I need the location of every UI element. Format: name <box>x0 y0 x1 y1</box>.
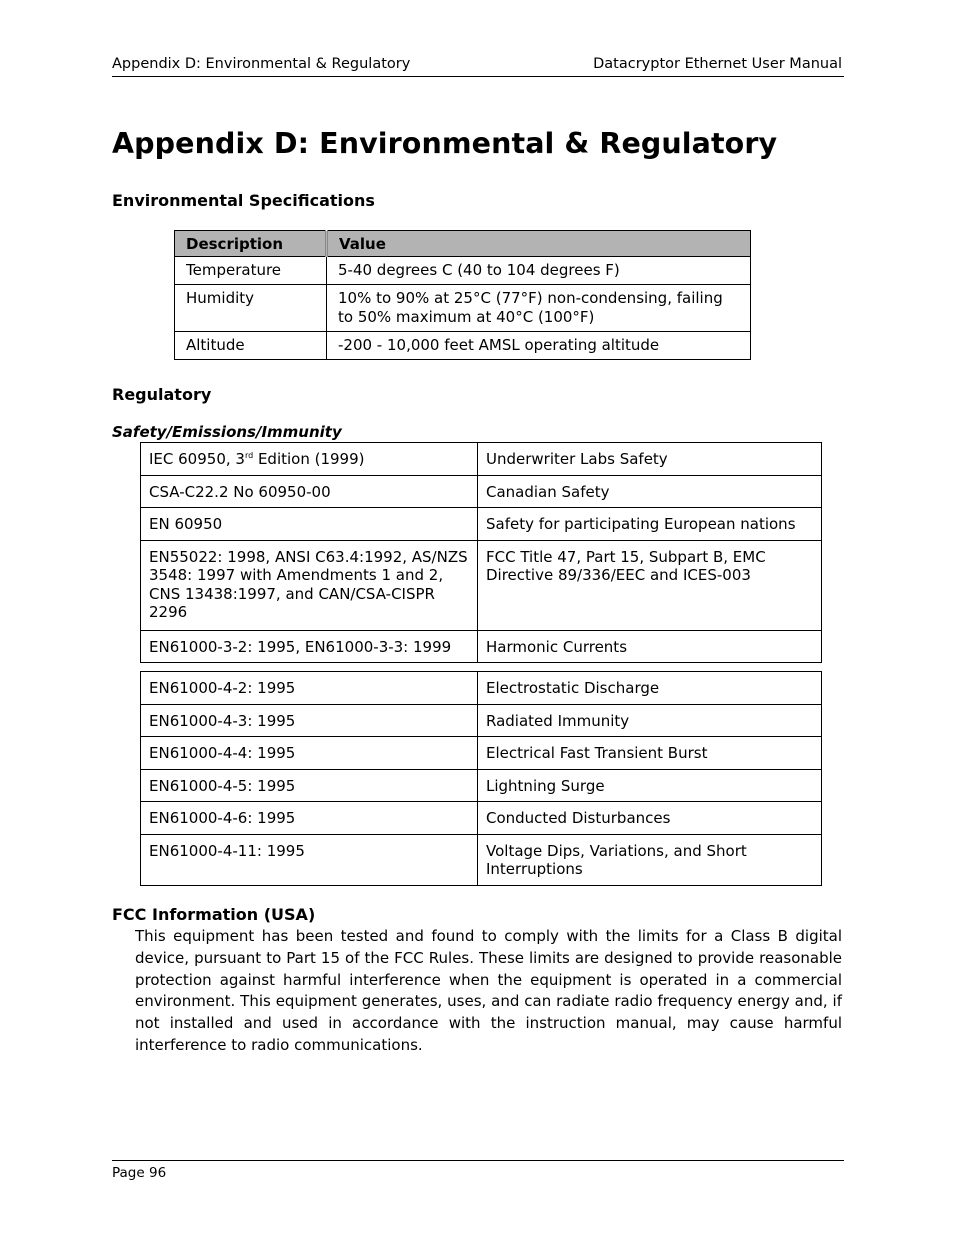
standard-cell: EN61000-4-4: 1995 <box>141 737 478 770</box>
regulatory-table-safety-emissions <box>140 442 822 663</box>
env-section-heading: Environmental Specifications <box>112 191 375 210</box>
standard-cell: EN 60950 <box>141 508 478 541</box>
standard-cell: EN61000-4-3: 1995 <box>141 704 478 737</box>
description-cell: Radiated Immunity <box>478 704 822 737</box>
column-header-value: Value <box>327 231 751 257</box>
page-number: Page 96 <box>112 1165 167 1181</box>
header-chapter-title: Appendix D: Environmental & Regulatory <box>112 56 411 72</box>
description-cell: Lightning Surge <box>478 769 822 802</box>
description-cell: Harmonic Currents <box>478 630 822 663</box>
spec-description: Altitude <box>175 332 327 360</box>
table-header-row <box>175 231 751 257</box>
table-row <box>141 508 822 541</box>
standard-cell: EN61000-4-6: 1995 <box>141 802 478 835</box>
description-cell: FCC Title 47, Part 15, Subpart B, EMC Directive 89/336/EEC and ICES-003 <box>478 540 822 630</box>
table-row <box>141 475 822 508</box>
column-header-description: Description <box>175 231 327 257</box>
table-row <box>175 285 751 332</box>
table-row <box>141 443 822 476</box>
safety-emissions-immunity-subheading: Safety/Emissions/Immunity <box>112 423 342 441</box>
description-cell: Safety for participating European nations <box>478 508 822 541</box>
standard-cell: EN61000-4-11: 1995 <box>141 834 478 885</box>
spec-value: -200 - 10,000 feet AMSL operating altitude <box>327 332 751 360</box>
table-row <box>141 769 822 802</box>
spec-value: 5-40 degrees C (40 to 104 degrees F) <box>327 257 751 285</box>
environmental-spec-table <box>174 230 751 360</box>
header-manual-title: Datacryptor Ethernet User Manual <box>593 56 842 72</box>
description-cell: Electrostatic Discharge <box>478 672 822 705</box>
description-cell: Electrical Fast Transient Burst <box>478 737 822 770</box>
table-row <box>141 630 822 663</box>
description-cell: Canadian Safety <box>478 475 822 508</box>
fcc-paragraph: This equipment has been tested and found to comply with the limits for a Class B digital device, pursuant to Part 15 of the FCC Rules. These limits are designed to provide reasonable protection against harmful interference when the equipment is operated in a commercial environment. This equipment generates, uses, and can radiate radio frequency energy and, if not installed and used in accordance with the instruction manual, may cause harmful interference to radio communications. <box>135 927 842 1054</box>
fcc-heading: FCC Information (USA) <box>112 905 316 924</box>
spec-value: 10% to 90% at 25°C (77°F) non-condensing, failing to 50% maximum at 40°C (100°F) <box>327 285 751 332</box>
spec-description: Humidity <box>175 285 327 332</box>
running-header <box>112 56 844 77</box>
table-row <box>141 704 822 737</box>
running-footer <box>112 1160 844 1181</box>
spec-description: Temperature <box>175 257 327 285</box>
table-row <box>141 834 822 885</box>
table-row <box>141 802 822 835</box>
description-cell: Voltage Dips, Variations, and Short Interruptions <box>478 834 822 885</box>
standard-cell: IEC 60950, 3rd Edition (1999) <box>141 443 478 476</box>
standard-cell: EN61000-3-2: 1995, EN61000-3-3: 1999 <box>141 630 478 663</box>
page-title: Appendix D: Environmental & Regulatory <box>112 127 778 160</box>
table-row <box>141 672 822 705</box>
table-row <box>141 540 822 630</box>
table-row <box>175 257 751 285</box>
standard-cell: EN61000-4-2: 1995 <box>141 672 478 705</box>
standard-cell: EN61000-4-5: 1995 <box>141 769 478 802</box>
standard-cell: EN55022: 1998, ANSI C63.4:1992, AS/NZS 3548: 1997 with Amendments 1 and 2, CNS 13438:1997, and CAN/CSA-CISPR 2296 <box>141 540 478 630</box>
standard-cell: CSA-C22.2 No 60950-00 <box>141 475 478 508</box>
regulatory-table-immunity <box>140 671 822 886</box>
table-row <box>175 332 751 360</box>
table-row <box>141 737 822 770</box>
description-cell: Conducted Disturbances <box>478 802 822 835</box>
description-cell: Underwriter Labs Safety <box>478 443 822 476</box>
regulatory-heading: Regulatory <box>112 385 212 404</box>
